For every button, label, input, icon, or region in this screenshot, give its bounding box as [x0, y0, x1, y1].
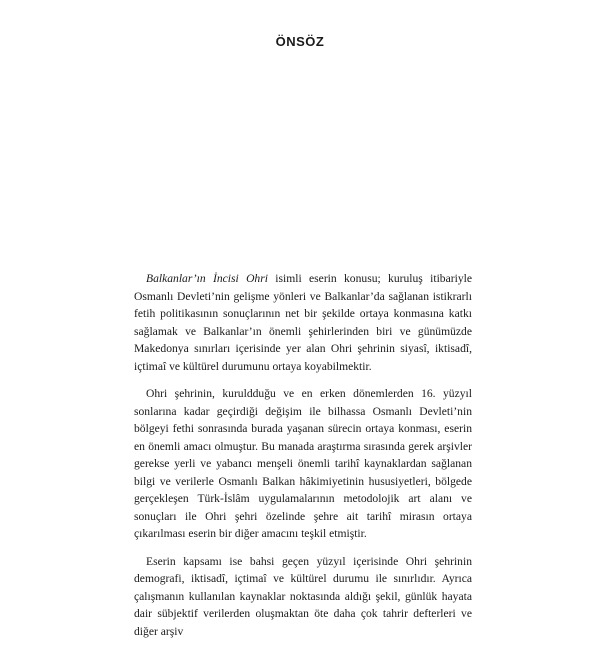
paragraph-3-text: Eserin kapsamı ise bahsi geçen yüzyıl içerisinde Ohri şehrinin demografi, iktisadî, içtimaî ve kültürel durumu ile sınırlıdır. Ayrıca çalışmanın kullanılan kaynaklar noktasında aldığı şekil, günlük hayata dair sübjektif verilerden oluşmaktan öte daha çok tahrir defterleri ve diğer arşiv — [134, 554, 472, 638]
paragraph-2-text: Ohri şehrinin, kuruldduğu ve en erken dönemlerden 16. yüzyıl sonlarına kadar geçirdiği değişim ile bilhassa Osmanlı Devleti’nin bölgeyi fethi sonrasında burada yaşanan sürecin ortaya konması, eserin en önemli amacı olmuştur. Bu manada araştırma sırasında gerek arşivler gerekse yerli ve yabancı menşeli önemli tarihî kaynaklardan sağlanan bilgi ve verilerle Osmanlı Balkan hâkimiyetinin hususiyetleri, bölgede gerçekleşen Türk-İslâm uygulamalarının metodolojik art alanı ve sonuçları ile Ohri şehri özelinde şehre ait tarihî mirasın ortaya çıkarılması eserin bir diğer amacını teşkil etmiştir. — [134, 387, 472, 540]
book-title-italic: Balkanlar’ın İncisi Ohri — [146, 272, 268, 285]
body-text — [134, 270, 472, 650]
paragraph-3 — [134, 553, 472, 641]
paragraph-2 — [134, 385, 472, 543]
page-title: ÖNSÖZ — [275, 34, 325, 49]
paragraph-1-text: isimli eserin konusu; kuruluş itibariyle Osmanlı Devleti’nin gelişme yönleri ve Balkanlar’da sağlanan istikrarlı fetih politikasının sonuçlarının net bir şekilde ortaya konmasına katkı sağlamak ve Balkanlar’ın önemli şehirlerinden biri ve günümüzde Makedonya sınırları içerisinde yer alan Ohri şehrinin siyasî, iktisadî, içtimaî ve kültürel durumunu ortaya koyabilmektir. — [134, 272, 472, 373]
paragraph-1 — [134, 270, 472, 375]
